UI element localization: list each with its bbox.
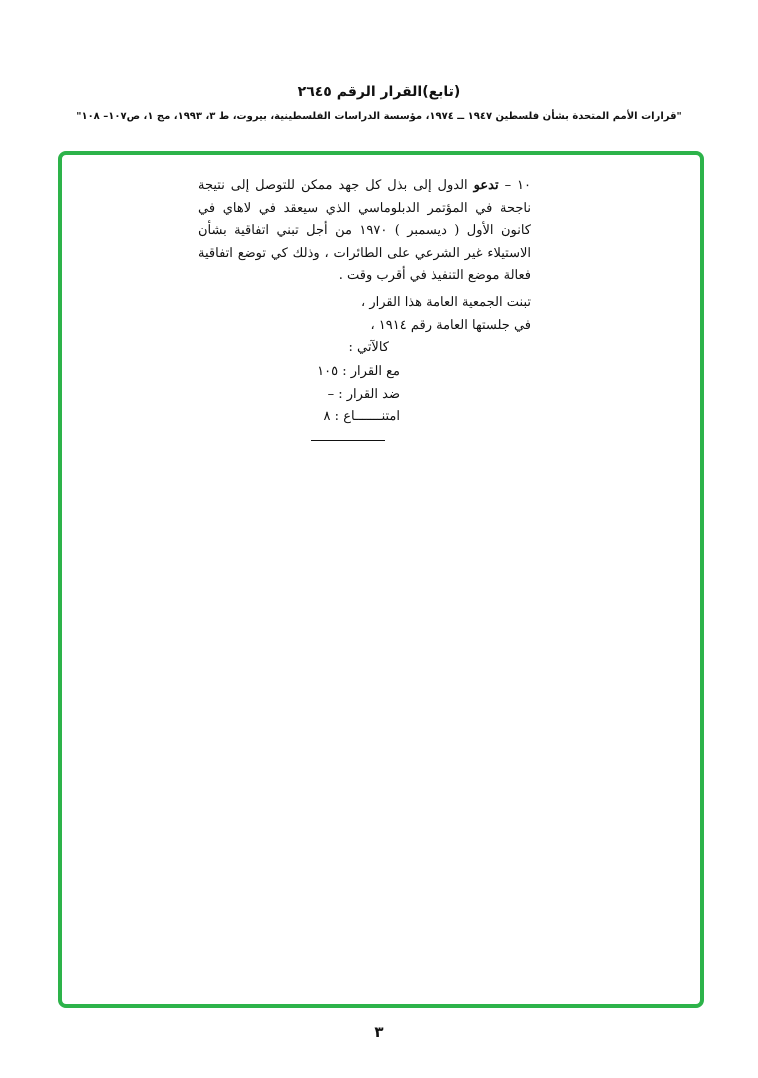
page-number: ٣ <box>374 1023 384 1041</box>
vote-separator: : <box>338 386 343 402</box>
vote-value: ٨ <box>323 409 331 424</box>
vote-label: مع القرار <box>350 364 400 379</box>
paragraph-number: ١٠ – <box>504 178 532 193</box>
adoption-line-1: تبنت الجمعية العامة هذا القرار ، <box>361 295 531 310</box>
vote-separator: : <box>334 409 340 424</box>
resolution-paragraph <box>198 175 531 288</box>
vote-row-abstain <box>280 406 400 429</box>
vote-row-against <box>280 384 400 407</box>
vote-row-for <box>280 361 400 384</box>
adoption-line-3: كالآتي : <box>348 340 389 355</box>
vote-separator: : <box>342 364 347 379</box>
lead-verb: تدعو <box>473 178 499 193</box>
vote-value: – <box>327 386 335 402</box>
vote-label: ضد القرار <box>346 386 400 402</box>
source-citation: "قرارات الأمم المتحدة بشأن فلسطين ١٩٤٧ ــ ١٩٧٤، مؤسسة الدراسات الفلسطينية، بيروت، ط ٣، ١٩٩٣، مج ١، ص١٠٧– ١٠٨" <box>76 111 682 122</box>
vote-tally <box>280 361 400 429</box>
adoption-line-2: في جلستها العامة رقم ١٩١٤ ، <box>370 317 531 333</box>
page-title: (تابع)القرار الرقم ٢٦٤٥ <box>297 84 461 100</box>
paragraph-text: الدول إلى بذل كل جهد ممكن للتوصل إلى نتيجة ناجحة في المؤتمر الدبلوماسي الذي سيعقد في لاهاي في كانون الأول ( ديسمبر ) ١٩٧٠ من أجل تبني اتفاقية بشأن الاستيلاء غير الشرعي على الطائرات ، وذلك كي توضع اتفاقية فعالة موضع التنفيذ في أقرب وقت . <box>198 178 531 283</box>
vote-label: امتنـــــــاع <box>343 409 400 424</box>
adoption-statement <box>198 292 531 360</box>
vote-value: ١٠٥ <box>317 364 339 379</box>
closing-rule <box>311 440 385 441</box>
